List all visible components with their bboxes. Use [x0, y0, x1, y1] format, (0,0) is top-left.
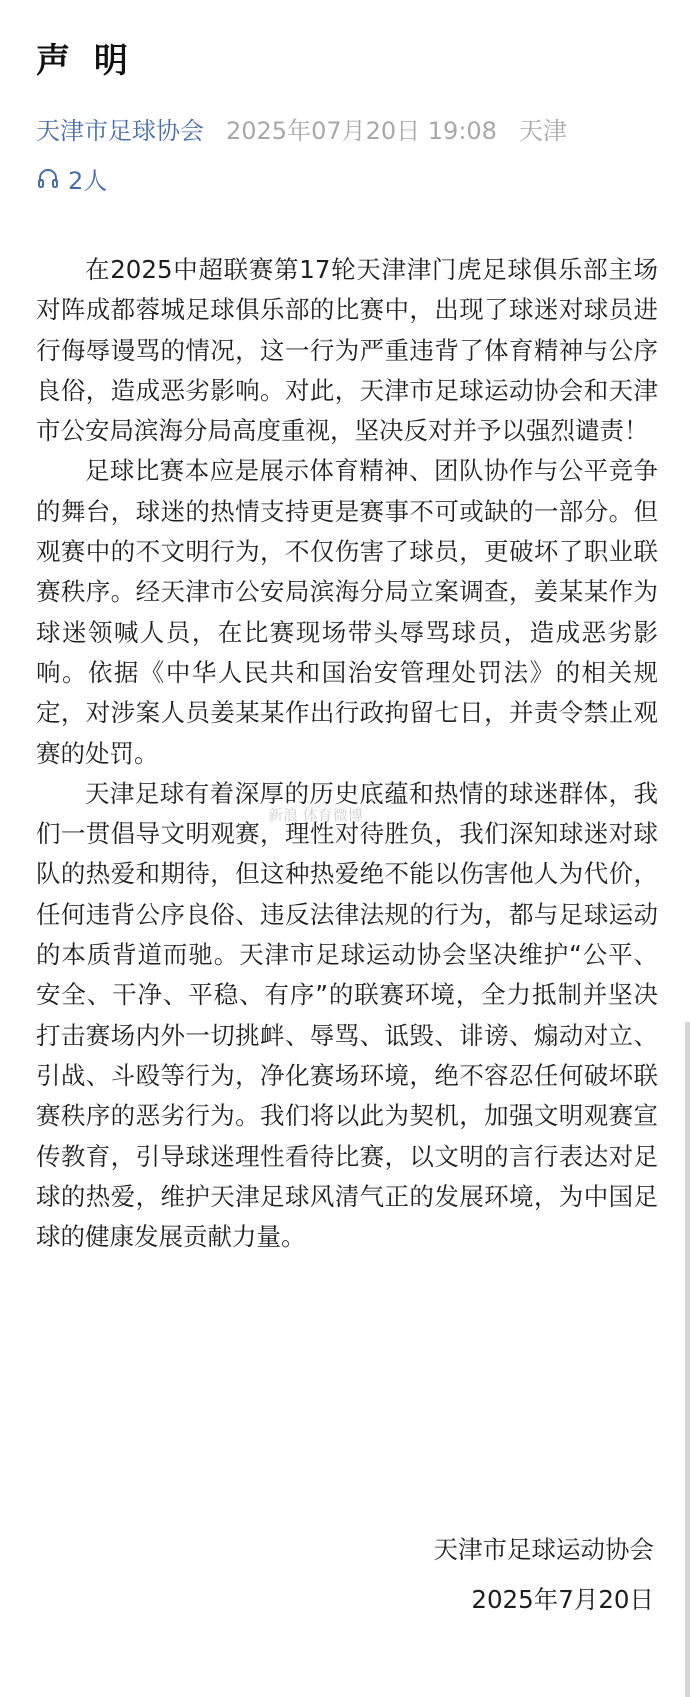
scrollbar[interactable]	[685, 1022, 690, 1697]
headphones-icon	[36, 166, 60, 190]
paragraph: 在2025中超联赛第17轮天津津门虎足球俱乐部主场对阵成都蓉城足球俱乐部的比赛中，出现了球迷对球员进行侮辱谩骂的情况，这一行为严重违背了体育精神与公序良俗，造成恶劣影响。对此，天津市足球运动协会和天津市公安局滨海分局高度重视，坚决反对并予以强烈谴责！	[36, 255, 658, 446]
signature-date: 2025年7月20日	[471, 1585, 654, 1614]
article-meta	[36, 108, 567, 148]
article-body	[36, 250, 658, 1257]
paragraph: 足球比赛本应是展示体育精神、团队协作与公平竞争的舞台，球迷的热情支持更是赛事不可或缺的一部分。但观赛中的不文明行为，不仅伤害了球员，更破坏了职业联赛秩序。经天津市公安局滨海分局立案调查，姜某某作为球迷领喊人员，在比赛现场带头辱骂球员，造成恶劣影响。依据《中华人民共和国治安管理处罚法》的相关规定，对涉案人员姜某某作出行政拘留七日，并责令禁止观赛的处罚。	[36, 456, 658, 768]
watermark: 新浪 体育微博	[268, 806, 363, 824]
publish-datetime: 2025年07月20日 19:08	[226, 116, 497, 145]
listen-count-button[interactable]	[36, 160, 107, 196]
signature-organization: 天津市足球运动协会	[433, 1535, 654, 1564]
paragraph: 天津足球有着深厚的历史底蕴和热情的球迷群体，我们一贯倡导文明观赛，理性对待胜负，我们深知球迷对球队的热爱和期待，但这种热爱绝不能以伤害他人为代价，任何违背公序良俗、违反法律法规的行为，都与足球运动的本质背道而驰。天津市足球运动协会坚决维护“公平、安全、干净、平稳、有序”的联赛环境，全力抵制并坚决打击赛场内外一切挑衅、辱骂、诋毁、诽谤、煽动对立、引战、斗殴等行为，净化赛场环境，绝不容忍任何破坏联赛秩序的恶劣行为。我们将以此为契机，加强文明观赛宣传教育，引导球迷理性看待比赛，以文明的言行表达对足球的热爱，维护天津足球风清气正的发展环境，为中国足球的健康发展贡献力量。	[36, 778, 658, 1252]
listen-count: 2人	[68, 166, 108, 195]
publish-location: 天津	[518, 116, 567, 145]
page-title: 声 明	[36, 41, 134, 81]
author-link[interactable]: 天津市足球协会	[36, 116, 204, 145]
